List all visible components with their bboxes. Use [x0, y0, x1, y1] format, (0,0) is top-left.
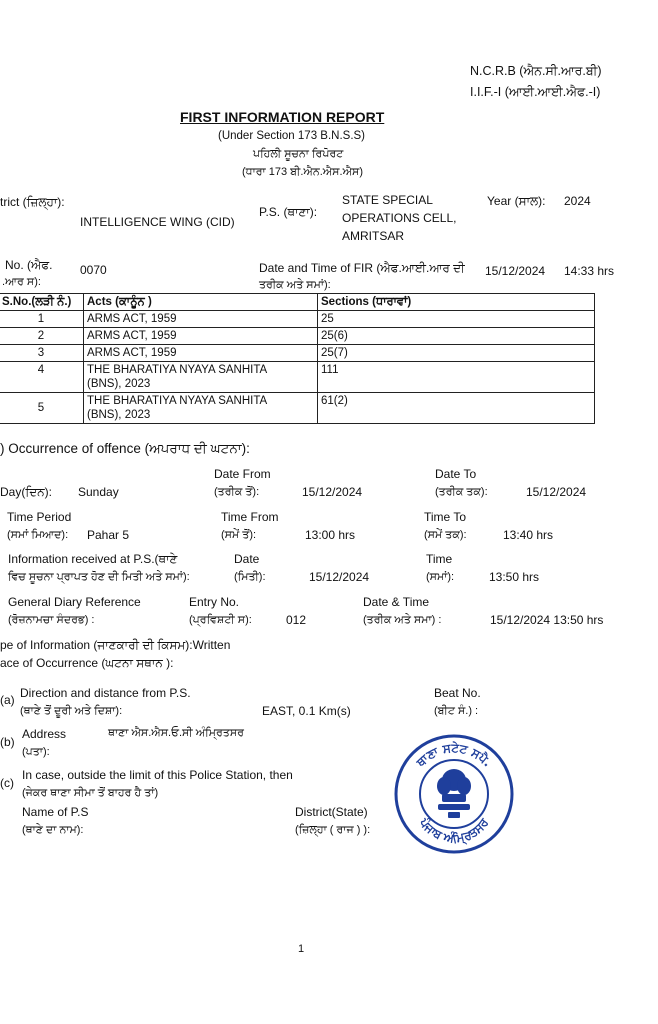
row-sno: 1: [0, 311, 84, 328]
district-state-pa: (ਜ਼ਿਲ੍ਹਾ ( ਰਾਜ ) ):: [295, 824, 371, 836]
fir-time: 14:33 hrs: [564, 264, 615, 278]
ps-value-line-1: STATE SPECIAL: [342, 193, 433, 207]
row-sno: 4: [0, 362, 84, 393]
header-sections: Sections (ਧਾਰਾਵਾਂ): [318, 294, 595, 311]
year-value: 2024: [564, 194, 591, 208]
gd-entry-label: Entry No.: [189, 595, 240, 609]
ncrb-label: N.C.R.B (ਐਨ.ਸੀ.ਆਰ.ਬੀ): [470, 64, 602, 78]
name-ps-pa: (ਥਾਣੇ ਦਾ ਨਾਮ):: [22, 824, 84, 836]
info-date-label: Date: [234, 552, 260, 566]
fir-no-label-1: No. (ਐਫ.: [5, 258, 53, 272]
district-state-label: District(State): [295, 805, 368, 819]
time-to-label: Time To: [424, 510, 467, 524]
row-act: ARMS ACT, 1959: [84, 311, 318, 328]
date-from-label: Date From: [214, 467, 271, 481]
info-date-value: 15/12/2024: [309, 570, 370, 584]
fir-no-value: 0070: [80, 263, 107, 277]
time-period-value: Pahar 5: [87, 528, 130, 542]
outside-limit-label-1: In case, outside the limit of this Police Station, then: [22, 768, 293, 782]
time-to-value: 13:40 hrs: [503, 528, 554, 542]
info-time-label: Time: [426, 552, 453, 566]
marker-a: (a): [0, 693, 15, 707]
row-sno: 3: [0, 345, 84, 362]
time-period-label: Time Period: [7, 510, 72, 524]
iif-label: I.I.F.-I (ਆਈ.ਆਈ.ਐਫ.-I): [470, 85, 601, 99]
info-received-label-1: Information received at P.S.(ਥਾਣੇ: [8, 552, 178, 566]
time-from-pa: (ਸਮੇਂ ਤੋਂ):: [221, 529, 257, 541]
fir-no-label-2: .ਆਰ ਸ):: [2, 276, 41, 288]
fir-datetime-label-1: Date and Time of FIR (ਐਫ.ਆਈ.ਆਰ ਦੀ: [259, 261, 465, 275]
row-section: 111: [318, 362, 595, 393]
row-section: 25: [318, 311, 595, 328]
row-act: [84, 362, 318, 393]
beat-label: Beat No.: [434, 686, 481, 700]
date-to-value: 15/12/2024: [526, 485, 587, 499]
gd-datetime-pa: (ਤਰੀਕ ਅਤੇ ਸਮਾ) :: [363, 614, 442, 626]
gd-label-1: General Diary Reference: [8, 595, 141, 609]
table-row: [0, 393, 595, 424]
direction-label-2: (ਥਾਣੇ ਤੋਂ ਦੂਰੀ ਅਤੇ ਦਿਸ਼ਾ):: [20, 705, 123, 717]
table-row: [0, 311, 595, 328]
time-to-pa: (ਸਮੇਂ ਤਕ):: [424, 529, 467, 541]
gd-datetime-label: Date & Time: [363, 595, 430, 609]
row-sno: 2: [0, 328, 84, 345]
name-ps-label: Name of P.S: [22, 805, 89, 819]
row-sno: 5: [0, 393, 84, 424]
beat-pa: (ਬੀਟ ਸੰ.) :: [434, 705, 479, 717]
row-act: ARMS ACT, 1959: [84, 345, 318, 362]
row-act-line-2: (BNS), 2023: [87, 378, 151, 390]
info-date-pa: (ਮਿਤੀ):: [234, 571, 266, 583]
section-punjabi: (ਧਾਰਾ 173 ਬੀ.ਐਨ.ਐਸ.ਐਸ): [242, 166, 363, 178]
address-label-1: Address: [22, 727, 67, 741]
outside-limit-label-2: (ਜੇਕਰ ਥਾਣਾ ਸੀਮਾ ਤੋਂ ਬਾਹਰ ਹੈ ਤਾਂ): [22, 787, 159, 799]
marker-b: (b): [0, 735, 15, 749]
marker-c: (c): [0, 776, 14, 790]
direction-label-1: Direction and distance from P.S.: [20, 686, 191, 700]
district-label: trict (ਜ਼ਿਲ੍ਹਾ):: [0, 195, 65, 209]
day-label: Day(ਦਿਨ):: [0, 485, 52, 499]
gd-label-2: (ਰੋਜ਼ਨਾਮਚਾ ਸੰਦਰਭ) :: [8, 614, 95, 626]
row-section: 25(6): [318, 328, 595, 345]
date-to-label: Date To: [435, 467, 477, 481]
header-acts: Acts (ਕਾਨੂੰਨ ): [84, 294, 318, 311]
header-sno: S.No.(ਲੜੀ ਨੰ.): [0, 294, 84, 311]
direction-value: EAST, 0.1 Km(s): [262, 704, 351, 718]
info-time-value: 13:50 hrs: [489, 570, 540, 584]
place-heading: ace of Occurrence (ਘਟਨਾ ਸਥਾਨ ):: [0, 656, 174, 670]
ps-value-line-3: AMRITSAR: [342, 229, 405, 243]
gd-entry-value: 012: [286, 613, 307, 627]
row-act-line-2: (BNS), 2023: [87, 409, 151, 421]
page-number: 1: [298, 943, 305, 955]
acts-table-header: [0, 294, 595, 311]
info-time-pa: (ਸਮਾਂ):: [426, 571, 455, 583]
date-from-value: 15/12/2024: [302, 485, 363, 499]
date-to-pa: (ਤਰੀਕ ਤਕ):: [435, 486, 488, 498]
page-title: FIRST INFORMATION REPORT: [180, 109, 385, 125]
time-from-value: 13:00 hrs: [305, 528, 356, 542]
seal-text-top: ਥਾਣਾ ਸਟੇਟ ਸਪੈ.: [413, 740, 495, 770]
seal-text-bottom: ਪੰਜਾਬ ਅੰਮ੍ਰਿਤਸਰ: [416, 815, 492, 847]
type-of-information: pe of Information (ਜਾਣਕਾਰੀ ਦੀ ਕਿਸਮ):Written: [0, 638, 231, 652]
day-value: Sunday: [78, 485, 119, 499]
ps-value-line-2: OPERATIONS CELL,: [342, 211, 457, 225]
fir-datetime-label-2: ਤਰੀਕ ਅਤੇ ਸਮਾਂ):: [259, 279, 331, 291]
gd-datetime-value: 15/12/2024 13:50 hrs: [490, 613, 604, 627]
emblem-icon: [437, 769, 471, 818]
time-from-label: Time From: [221, 510, 279, 524]
table-row: [0, 345, 595, 362]
police-seal-icon: [390, 728, 518, 856]
svg-text:ਪੰਜਾਬ ਅੰਮ੍ਰਿਤਸਰ: [416, 814, 491, 847]
row-act: [84, 393, 318, 424]
table-row: [0, 362, 595, 393]
time-period-pa: (ਸਮਾਂ ਮਿਆਦ):: [7, 529, 69, 541]
gd-entry-pa: (ਪ੍ਰਵਿਸ਼ਟੀ ਸ):: [189, 614, 252, 626]
ps-label: P.S. (ਥਾਣਾ):: [259, 205, 318, 219]
address-label-2: (ਪਤਾ):: [22, 746, 50, 758]
row-act-line-1: THE BHARATIYA NYAYA SANHITA: [87, 395, 268, 407]
table-row: [0, 328, 595, 345]
row-act: ARMS ACT, 1959: [84, 328, 318, 345]
acts-table: [0, 293, 595, 424]
fir-date: 15/12/2024: [485, 264, 546, 278]
year-label: Year (ਸਾਲ):: [487, 194, 546, 208]
district-value: INTELLIGENCE WING (CID): [80, 215, 235, 229]
title-punjabi: ਪਹਿਲੀ ਸੂਚਨਾ ਰਿਪੋਰਟ: [253, 148, 344, 160]
row-section: 25(7): [318, 345, 595, 362]
row-section: 61(2): [318, 393, 595, 424]
info-received-label-2: ਵਿਚ ਸੂਚਨਾ ਪ੍ਰਾਪਤ ਹੋਣ ਦੀ ਮਿਤੀ ਅਤੇ ਸਮਾਂ):: [8, 571, 190, 583]
row-act-line-1: THE BHARATIYA NYAYA SANHITA: [87, 364, 268, 376]
under-section: (Under Section 173 B.N.S.S): [218, 130, 366, 142]
address-value: ਥਾਣਾ ਐਸ.ਐਸ.ਓ.ਸੀ ਅੰਮ੍ਰਿਤਸਰ: [108, 727, 244, 739]
occurrence-heading: ) Occurrence of offence (ਅਪਰਾਧ ਦੀ ਘਟਨਾ):: [0, 441, 250, 456]
date-from-pa: (ਤਰੀਕ ਤੋਂ):: [214, 486, 260, 498]
